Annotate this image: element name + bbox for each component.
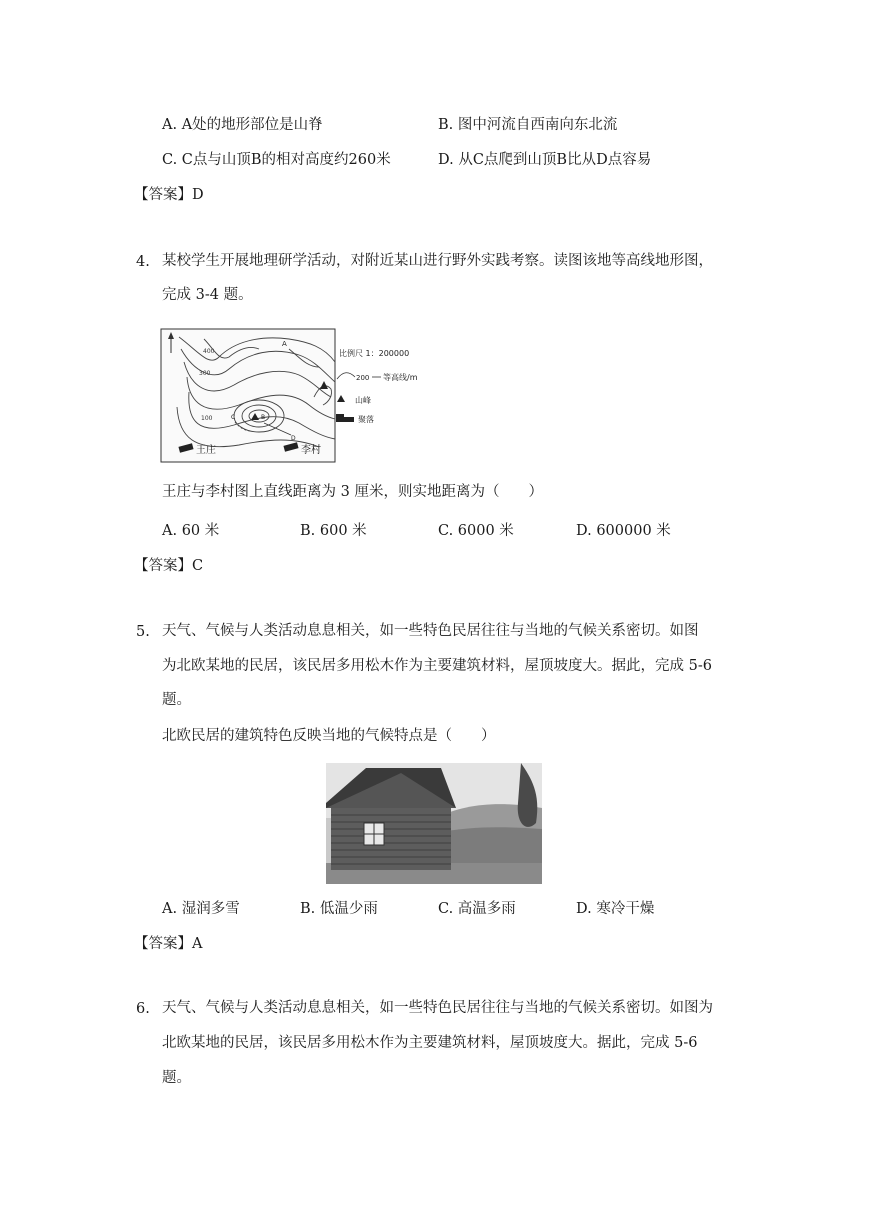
- point-label-d: D: [291, 435, 296, 442]
- q4-option-a: A. 60 米: [162, 523, 220, 539]
- point-label-a: A: [282, 340, 287, 348]
- contour-value-400: 400: [203, 348, 215, 355]
- legend-contour-label: 等高线/m: [383, 373, 418, 382]
- q5-number: 5.: [136, 624, 150, 640]
- q4-question: 王庄与李村图上直线距离为 3 厘米，则实地距离为（ ）: [162, 484, 543, 500]
- q5-text-line3: 题。: [162, 692, 191, 708]
- q4-text-line2: 完成 3-4 题。: [162, 287, 253, 303]
- q5-option-d: D. 寒冷干燥: [576, 901, 655, 917]
- q5-option-b: B. 低温少雨: [300, 901, 378, 917]
- q5-option-a: A. 湿润多雪: [162, 901, 240, 917]
- q5-question: 北欧民居的建筑特色反映当地的气候特点是（ ）: [162, 728, 496, 744]
- nordic-house-photo: [326, 763, 542, 884]
- q4-answer: 【答案】C: [134, 558, 204, 574]
- q3-option-d: D. 从C点爬到山顶B比从D点容易: [438, 152, 652, 168]
- q5-text-line1: 天气、气候与人类活动息息相关，如一些特色民居往往与当地的气候关系密切。如图: [162, 623, 699, 639]
- q6-text-line2: 北欧某地的民居，该民居多用松木作为主要建筑材料，屋顶坡度大。据此，完成 5-6: [162, 1035, 698, 1051]
- contour-value-100: 100: [201, 415, 213, 422]
- q4-option-c: C. 6000 米: [438, 523, 514, 539]
- q4-number: 4.: [136, 254, 150, 270]
- village-wangzhuang: 王庄: [196, 445, 216, 456]
- q5-option-c: C. 高温多雨: [438, 901, 516, 917]
- legend-contour-value: 200: [356, 374, 370, 382]
- q6-text-line1: 天气、气候与人类活动息息相关，如一些特色民居往往与当地的气候关系密切。如图为: [162, 1000, 713, 1016]
- point-label-c: C: [231, 414, 236, 421]
- q4-option-b: B. 600 米: [300, 523, 367, 539]
- legend-peak-icon: [337, 395, 345, 402]
- q5-text-line2: 为北欧某地的民居，该民居多用松木作为主要建筑材料，屋顶坡度大。据此，完成 5-6: [162, 658, 712, 674]
- q3-option-b: B. 图中河流自西南向东北流: [438, 117, 618, 133]
- q6-number: 6.: [136, 1001, 150, 1017]
- map-scale: 比例尺 1：200000: [339, 349, 410, 358]
- q6-text-line3: 题。: [162, 1070, 191, 1086]
- legend-settlement-label: 聚落: [358, 415, 374, 424]
- contour-value-300: 300: [199, 370, 211, 377]
- q4-text-line1: 某校学生开展地理研学活动，对附近某山进行野外实践考察。读图该地等高线地形图，: [162, 253, 713, 269]
- legend-settlement-icon: [336, 414, 344, 422]
- legend-peak-label: 山峰: [355, 396, 371, 405]
- contour-map: [159, 327, 449, 466]
- point-label-b: B: [261, 414, 266, 421]
- q3-answer: 【答案】D: [134, 187, 204, 203]
- q3-option-a: A. A处的地形部位是山脊: [162, 117, 323, 133]
- q5-answer: 【答案】A: [134, 936, 203, 952]
- q3-option-c: C. C点与山顶B的相对高度约260米: [162, 152, 391, 168]
- q4-option-d: D. 600000 米: [576, 523, 671, 539]
- village-licun: 李村: [301, 445, 321, 456]
